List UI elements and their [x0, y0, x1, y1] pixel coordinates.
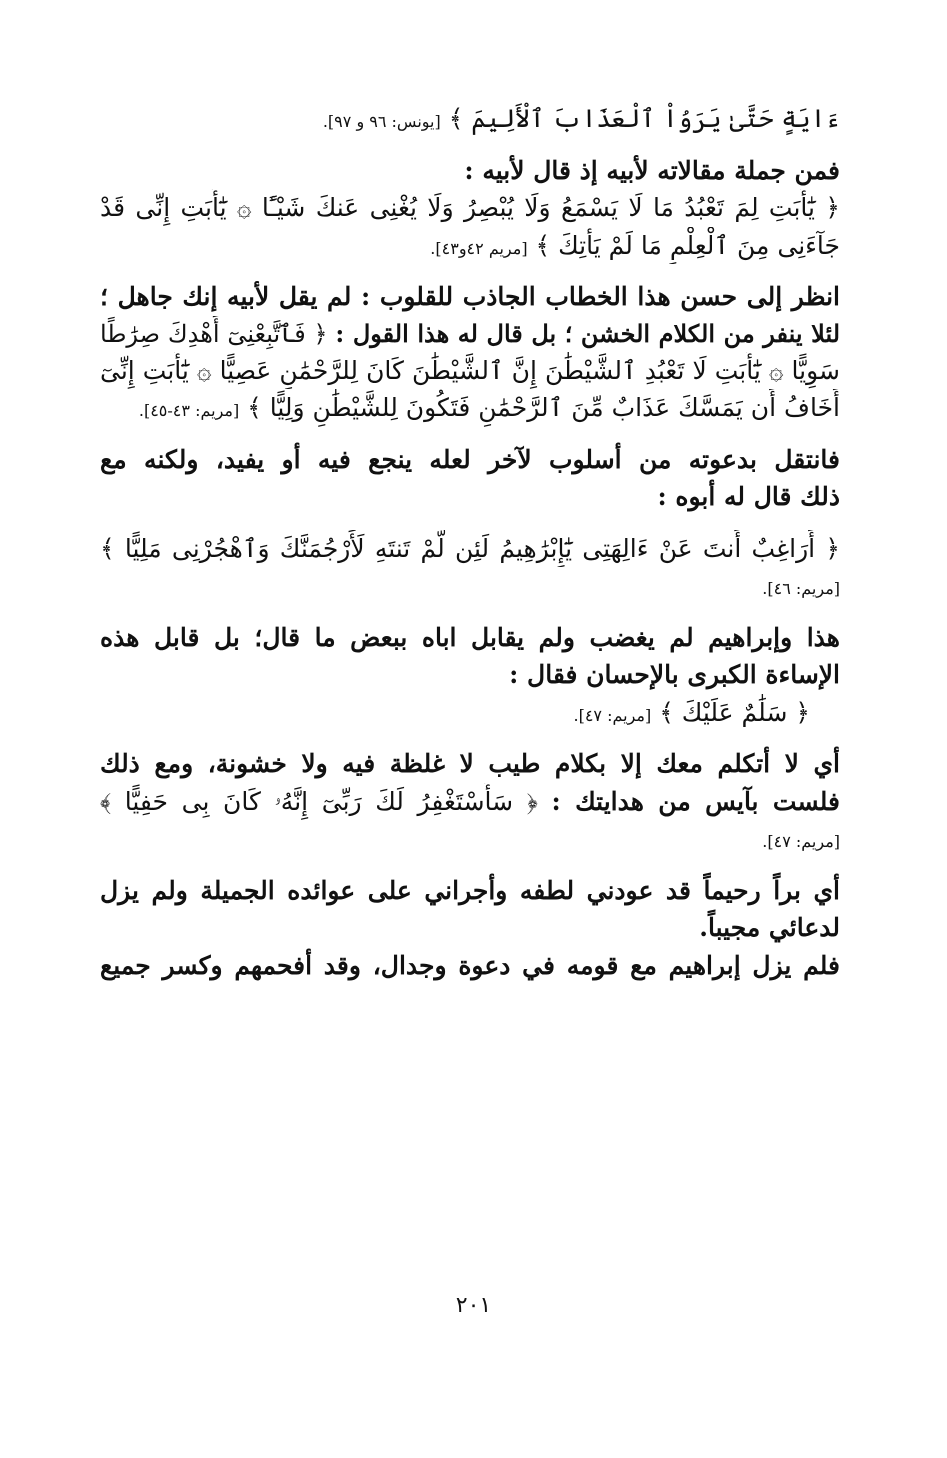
- quran-text: ﴿ فَٱتَّبِعْنِىٓ أَهْدِكَ صِرَٰطًا: [100, 319, 328, 348]
- verse-line-8: [100, 389, 840, 427]
- text-line-13: [100, 619, 840, 657]
- text-line-19: [100, 872, 840, 910]
- quran-text: ﴿ أَرَاغِبٌ أَنتَ عَنْ ءَالِهَتِى يَٰٓإِبْرَٰهِيمُ لَئِن لَّمْ تَنتَهِ لَأَرْجُمَنَّكَ وَٱهْجُرْنِى مَلِيًّا ﴾: [100, 533, 840, 563]
- paragraph-text: أي براً رحيماً قد عودني لطفه وأجراني على عوائده الجميلة ولم يزل: [100, 875, 840, 905]
- paragraph-text: ذلك قال له أبوه :: [657, 482, 840, 511]
- mixed-line-17: [100, 783, 840, 821]
- paragraph-text: فلست بآيس من هدايتك :: [551, 786, 840, 816]
- quran-text: سَوِيًّا ۞ يَٰٓأَبَتِ لَا تَعْبُدِ ٱلشَّيْطَٰنَ إِنَّ ٱلشَّيْطَٰنَ كَانَ لِلرَّحْمَٰنِ عَصِيًّا ۞ يَٰٓأَبَتِ إِنِّىٓ: [100, 355, 840, 385]
- quran-reference: [مريم ٤٢و٤٣].: [430, 238, 528, 258]
- reference-line-12: [100, 567, 840, 605]
- verse-line-11: [100, 530, 840, 568]
- quran-text: ﴿ سَلَٰمٌ عَلَيْكَ ﴾: [659, 697, 810, 727]
- page-number: ٢٠١: [455, 1293, 492, 1318]
- verse-line-1: [100, 100, 840, 138]
- paragraph-text: انظر إلى حسن هذا الخطاب الجاذب للقلوب : لم يقل لأبيه إنك جاهل ؛: [100, 282, 840, 311]
- paragraph-text: فانتقل بدعوته من أسلوب لآخر لعله ينجع فيه أو يفيد، ولكنه مع: [100, 444, 840, 474]
- quran-reference: [مريم: ٤٧].: [762, 832, 840, 851]
- paragraph-text: أي لا أتكلم معك إلا بكلام طيب لا غلظة فيه ولا خشونة، ومع ذلك: [100, 749, 840, 778]
- text-line-9: [100, 441, 840, 479]
- paragraph-text: فمن جملة مقالاته لأبيه إذ قال لأبيه :: [464, 155, 840, 185]
- paragraph-text: لدعائي مجيباً.: [699, 913, 840, 942]
- mixed-line-6: [100, 316, 840, 352]
- text-line-16: [100, 745, 840, 783]
- text-line-21: [100, 947, 840, 985]
- verse-line-15: [100, 694, 840, 732]
- text-line-14: [100, 656, 840, 694]
- quran-reference: [مريم: ٤٣-٤٥].: [138, 401, 240, 420]
- paragraph-text: فلم يزل إبراهيم مع قومه في دعوة وجدال، وقد أفحمهم وكسر جميع: [100, 950, 840, 980]
- text-line-10: [100, 478, 840, 516]
- quran-text: ﴿ سَأَسْتَغْفِرُ لَكَ رَبِّىٓ إِنَّهُۥ كَانَ بِى حَفِيًّا ﴾: [100, 786, 538, 816]
- paragraph-text: الإساءة الكبرى بالإحسان فقال :: [509, 660, 840, 689]
- paragraph-text: هذا وإبراهيم لم يغضب ولم يقابل اباه ببعض ما قال؛ بل قابل هذه: [100, 622, 840, 652]
- quran-text: ءَايَةٍ حَتَّىٰ يَرَوُاْ ٱلْعَذَابَ ٱلْأَلِيمَ ﴾: [448, 104, 840, 133]
- text-line-20: [100, 909, 840, 947]
- quran-text: ﴿ يَٰٓأَبَتِ لِمَ تَعْبُدُ مَا لَا يَسْمَعُ وَلَا يُبْصِرُ وَلَا يُغْنِى عَنكَ شَيْـًٔا ۞ يَٰٓأَبَتِ إِنِّى قَدْ: [100, 193, 840, 222]
- reference-line-18: [100, 820, 840, 858]
- quran-text: جَآءَنِى مِنَ ٱلْعِلْمِ مَا لَمْ يَأْتِكَ ﴾: [535, 230, 840, 260]
- text-line-2: [100, 152, 840, 190]
- verse-line-4: [100, 227, 840, 265]
- verse-line-7: [100, 352, 840, 390]
- quran-reference: [مريم: ٤٦].: [762, 579, 840, 598]
- quran-text: أَخَافُ أَن يَمَسَّكَ عَذَابٌ مِّنَ ٱلرَّحْمَٰنِ فَتَكُونَ لِلشَّيْطَٰنِ وَلِيًّا ﴾: [247, 393, 840, 422]
- text-line-5: [100, 278, 840, 316]
- verse-line-3: [100, 189, 840, 227]
- quran-reference: [مريم: ٤٧].: [573, 705, 652, 725]
- text-block: [100, 100, 840, 984]
- quran-reference: [يونس: ٩٦ و ٩٧].: [322, 112, 441, 131]
- paragraph-text: لئلا ينفر من الكلام الخشن ؛ بل قال له هذا القول :: [335, 318, 840, 348]
